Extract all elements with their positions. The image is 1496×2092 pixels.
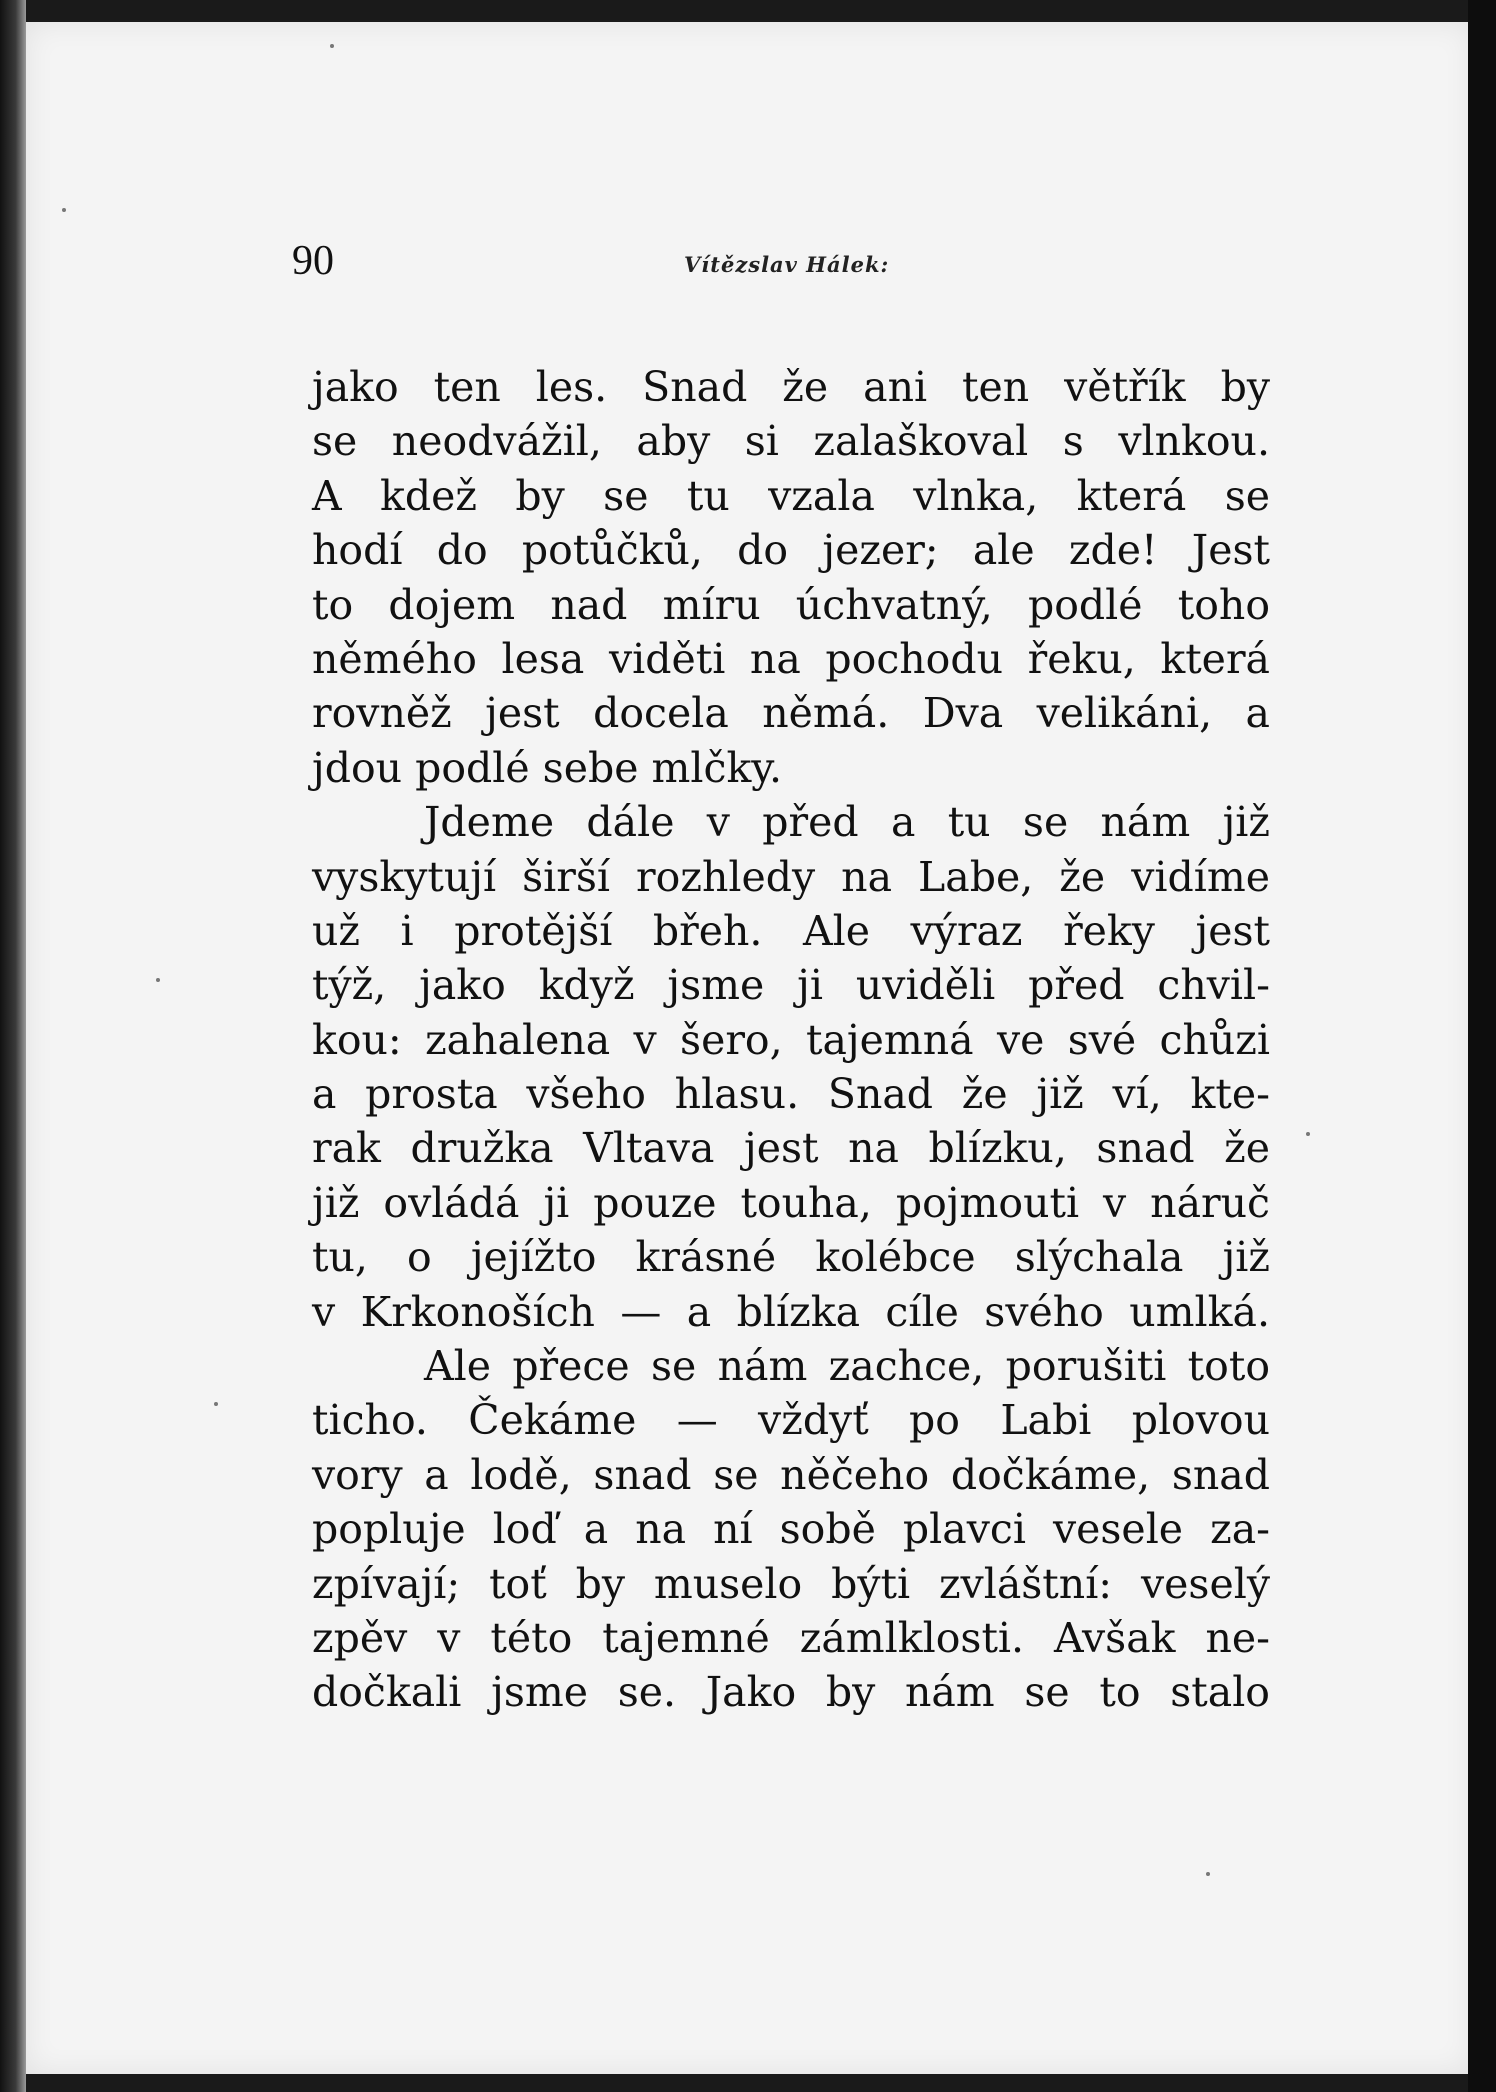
paper-speck [62,208,66,212]
text-line: němého lesa viděti na pochodu řeku, která [312,634,1270,683]
text-line: jdou podlé sebe mlčky. [312,743,783,792]
body-text [312,360,1270,1720]
page-number: 90 [292,238,334,284]
text-line: a prosta všeho hlasu. Snad že již ví, kte- [312,1070,1270,1119]
text-line: kou: zahalena v šero, tajemná ve své chůzi [312,1015,1270,1064]
text-line: rak družka Vltava jest na blízku, snad že [312,1124,1270,1173]
scan-right-edge [1468,0,1496,2092]
text-line: ticho. Čekáme — vždyť po Labi plovou [312,1396,1270,1445]
paragraph [312,360,1270,795]
text-line: vyskytují širší rozhledy na Labe, že vidíme [312,852,1270,901]
paragraph [312,1339,1270,1720]
paper-speck [330,44,334,48]
text-line: již ovládá ji pouze touha, pojmouti v náruč [312,1178,1270,1227]
text-line: to dojem nad míru úchvatný, podlé toho [312,580,1270,629]
text-line: vory a lodě, snad se něčeho dočkáme, snad [312,1450,1270,1499]
paper-speck [214,1402,218,1406]
text-line: rovněž jest docela němá. Dva velikáni, a [312,689,1270,738]
text-line: Jdeme dále v před a tu se nám již [424,798,1270,847]
paper-speck [1206,1872,1210,1876]
text-line: už i protější břeh. Ale výraz řeky jest [312,906,1270,955]
text-line: jako ten les. Snad že ani ten větřík by [312,363,1270,411]
paper-speck [156,978,160,982]
text-line: tu, o jejížto krásné kolébce slýchala již [312,1233,1270,1282]
paragraph [312,795,1270,1339]
text-line: zpívají; toť by muselo býti zvláštní: veselý [312,1559,1270,1608]
text-line: popluje loď a na ní sobě plavci vesele za- [312,1505,1270,1554]
text-line: se neodvážil, aby si zalaškoval s vlnkou. [312,417,1270,466]
text-line: hodí do potůčků, do jezer; ale zde! Jest [312,526,1270,575]
scan-left-edge [0,0,26,2092]
text-line: v Krkonoších — a blízka cíle svého umlká. [312,1287,1270,1336]
text-line: týž, jako když jsme ji uviděli před chvil- [312,961,1270,1010]
text-line: Ale přece se nám zachce, porušiti toto [424,1342,1270,1391]
text-line: dočkali jsme se. Jako by nám se to stalo [312,1668,1270,1717]
text-line: A kdež by se tu vzala vlnka, která se [312,471,1270,520]
paper-speck [1306,1132,1310,1136]
text-line: zpěv v této tajemné zámlklosti. Avšak ne- [312,1613,1270,1662]
running-head: Vítězslav Hálek: [684,252,890,277]
